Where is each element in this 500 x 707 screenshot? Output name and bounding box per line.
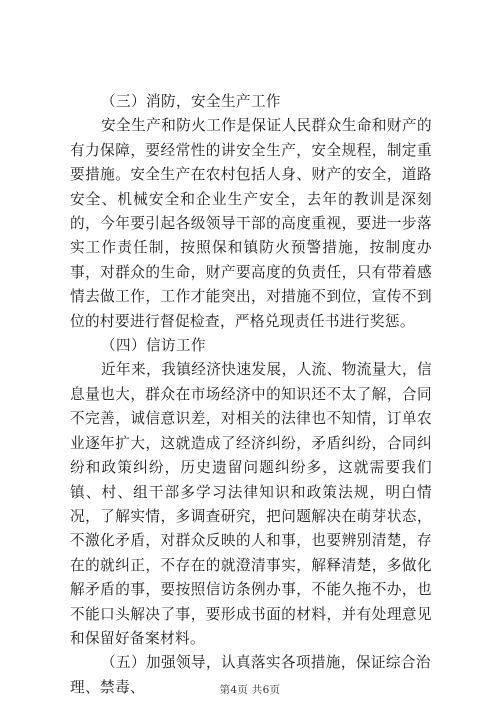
section-paragraph-fire-safety: 安全生产和防火工作是保证人民群众生命和财产的有力保障，要经常性的讲安全生产，安全规程，制定重要措施。安全生产在农村包括人身、财产的安全，道路安全、机械安全和企业生产安全，去年的教训是深刻的，今年要引起各级领导干部的高度重视，要进一步落实工作责任制，按照保和镇防火预警措施，按制度办事，对群众的生命，财产要高度的负责任，只有带着感情去做工作，工作才能突出，对措施不到位，宣传不到位的村要进行督促检查，严格兑现责任书进行奖惩。 — [70, 117, 432, 330]
document-body — [70, 90, 432, 700]
section-heading-leadership: （五）加强领导，认真落实各项措施，保证综合治理、禁毒、 — [70, 654, 431, 696]
section-heading-fire-safety: （三）消防，安全生产工作 — [101, 93, 281, 110]
section-paragraph-petition: 近年来，我镇经济快速发展，人流、物流量大，信息量也大，群众在市场经济中的知识还不太了解，合同不完善，诚信意识差，对相关的法律也不知情，订单农业逐年扩大，这就造成了经济纠纷，矛盾纠纷，合同纠纷和政策纠纷，历史遗留问题纠纷多，这就需要我们镇、村、组干部多学习法律知识和政策法规，明白情况，了解实情，多调查研究，把问题解决在萌芽状态，不激化矛盾，对群众反映的人和事，也要辨别清楚，存在的就纠正，不存在的就澄清事实，解释清楚，多做化解矛盾的事，要按照信访条例办事，不能久拖不办，也不能口头解决了事，要形成书面的材料，并有处理意见和保留好备案材料。 — [70, 361, 432, 647]
section-heading-petition: （四）信访工作 — [101, 337, 206, 355]
page-footer: 第4页 共6页 — [219, 684, 281, 696]
